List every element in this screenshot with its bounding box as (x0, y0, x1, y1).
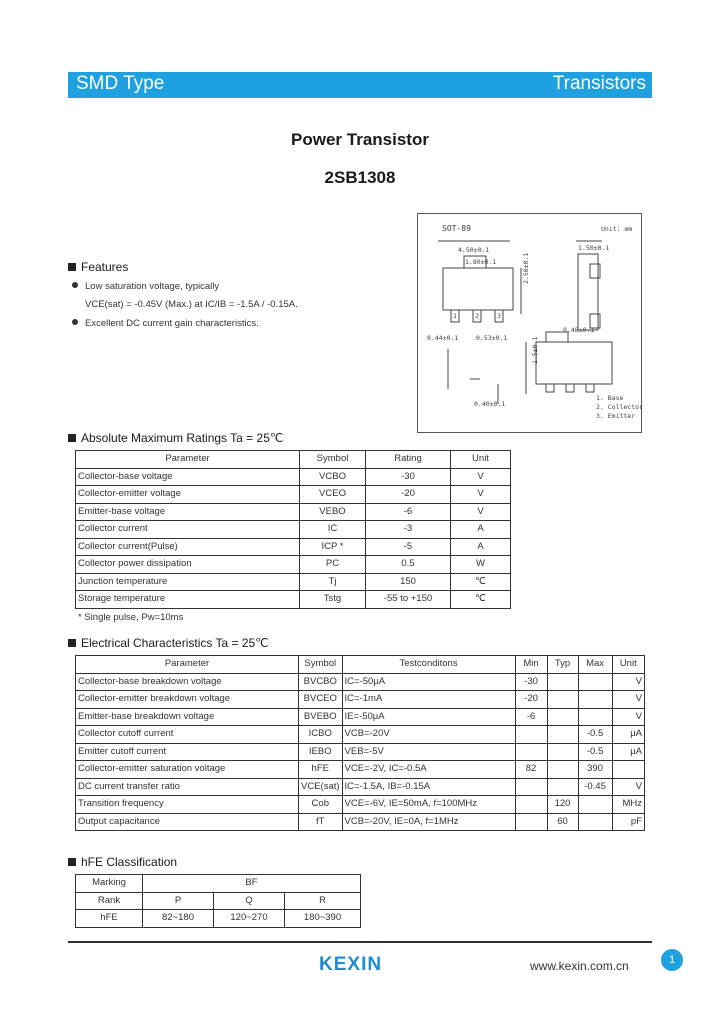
table-row (76, 573, 511, 591)
table-cell: ICBO (299, 726, 343, 744)
table-cell (547, 761, 578, 779)
table-row (76, 486, 511, 504)
table-cell: VCE=-2V, IC=-0.5A (342, 761, 515, 779)
table-row (76, 691, 645, 709)
column-header: Parameter (76, 656, 299, 674)
footer-url[interactable]: www.kexin.com.cn (530, 959, 629, 973)
table-cell: Collector-base breakdown voltage (76, 673, 299, 691)
kexin-logo: KEXIN (319, 954, 383, 975)
table-cell: Junction temperature (76, 573, 300, 591)
table-cell: DC current transfer ratio (76, 778, 299, 796)
feature-item (72, 281, 219, 292)
table-header-row (76, 656, 645, 674)
table-cell: Collector-emitter voltage (76, 486, 300, 504)
table-cell: V (612, 708, 644, 726)
table-cell (547, 726, 578, 744)
table-cell: VEB=-5V (342, 743, 515, 761)
table-cell: Output capacitance (76, 813, 299, 831)
column-header: Symbol (300, 451, 366, 469)
header-banner (68, 72, 652, 98)
square-bullet-icon (68, 434, 76, 442)
table-cell: -3 (366, 521, 451, 539)
table-cell: pF (612, 813, 644, 831)
table-cell: VCE(sat) (299, 778, 343, 796)
table-row (76, 910, 361, 928)
table-cell (547, 691, 578, 709)
table-cell: VCB=-20V (342, 726, 515, 744)
footer-divider (68, 941, 652, 943)
dim-label: 1.50±0.1 (578, 244, 610, 252)
table-cell: ICP * (300, 538, 366, 556)
pin-legend: 1. Base (596, 394, 624, 402)
abs-max-table (75, 450, 511, 609)
table-cell: P (143, 892, 214, 910)
table-cell: Rank (76, 892, 143, 910)
pin-legend: 2. Collector (596, 403, 643, 411)
feature-item: VCE(sat) = -0.45V (Max.) at IC/IB = -1.5A / -0.15A. (85, 299, 298, 310)
table-cell: 180~390 (285, 910, 361, 928)
table-row (76, 591, 511, 609)
table-cell: -20 (366, 486, 451, 504)
table-cell: -6 (366, 503, 451, 521)
table-row (76, 538, 511, 556)
table-cell (515, 796, 547, 814)
hfe-heading (68, 855, 177, 869)
table-row (76, 892, 361, 910)
footnote: * Single pulse, Pw=10ms (78, 612, 184, 623)
table-cell: ℃ (451, 591, 511, 609)
elec-table (75, 655, 645, 831)
table-cell: V (612, 691, 644, 709)
column-header: Testconditons (342, 656, 515, 674)
table-row (76, 778, 645, 796)
header-right-text: Transistors (552, 73, 646, 94)
table-cell: fT (299, 813, 343, 831)
part-number: 2SB1308 (324, 168, 396, 187)
dim-label: 4.50±0.1 (458, 246, 490, 254)
table-cell: 0.5 (366, 556, 451, 574)
table-cell (578, 673, 612, 691)
table-cell: IC (300, 521, 366, 539)
elec-heading-text: Electrical Characteristics Ta = 25℃ (81, 636, 269, 650)
dim-label: 0.44±0.1 (427, 334, 459, 342)
table-cell (578, 813, 612, 831)
table-cell: μA (612, 743, 644, 761)
column-header: Parameter (76, 451, 300, 469)
package-unit: Unit: mm (601, 225, 633, 233)
hfe-table (75, 874, 361, 928)
table-cell: -20 (515, 691, 547, 709)
square-bullet-icon (68, 639, 76, 647)
table-cell: 82 (515, 761, 547, 779)
bullet-icon (72, 282, 78, 288)
table-cell: -0.5 (578, 726, 612, 744)
table-cell: hFE (299, 761, 343, 779)
table-cell: Transition frequency (76, 796, 299, 814)
table-cell (547, 743, 578, 761)
table-cell: μA (612, 726, 644, 744)
package-drawing (417, 213, 642, 433)
pin-label: 2 (475, 312, 479, 320)
dim-label: 1.5±0.1 (531, 336, 539, 364)
table-cell: 150 (366, 573, 451, 591)
table-cell: 390 (578, 761, 612, 779)
table-cell: Collector current(Pulse) (76, 538, 300, 556)
column-header: Min (515, 656, 547, 674)
column-header: Rating (366, 451, 451, 469)
square-bullet-icon (68, 858, 76, 866)
table-cell: IC=-1mA (342, 691, 515, 709)
bullet-icon (72, 319, 78, 325)
table-cell: BF (143, 875, 361, 893)
hfe-heading-text: hFE Classification (81, 855, 178, 869)
dim-label: 0.40±0.1 (474, 400, 506, 408)
table-cell: Emitter cutoff current (76, 743, 299, 761)
table-cell: 82~180 (143, 910, 214, 928)
table-cell: VCEO (300, 486, 366, 504)
table-cell (547, 778, 578, 796)
table-cell: V (451, 468, 511, 486)
table-cell (515, 813, 547, 831)
table-cell: -5 (366, 538, 451, 556)
table-cell (515, 743, 547, 761)
table-row (76, 521, 511, 539)
table-cell: Collector-emitter saturation voltage (76, 761, 299, 779)
package-name: SOT-89 (442, 224, 471, 233)
table-row (76, 813, 645, 831)
table-cell (547, 708, 578, 726)
table-cell: V (612, 778, 644, 796)
dim-label: 2.50±0.1 (522, 252, 530, 284)
column-header: Max (578, 656, 612, 674)
dim-label: 1.80±0.1 (465, 258, 497, 266)
table-cell: IEBO (299, 743, 343, 761)
table-cell: R (285, 892, 361, 910)
table-row (76, 761, 645, 779)
header-left-text: SMD Type (76, 73, 165, 94)
table-cell: 120 (547, 796, 578, 814)
table-cell: -30 (515, 673, 547, 691)
dim-label: 0.48±0.1 (563, 326, 595, 334)
feature-text: Excellent DC current gain characteristics. (85, 318, 259, 329)
table-cell: Emitter-base breakdown voltage (76, 708, 299, 726)
table-cell: IC=-50μA (342, 673, 515, 691)
table-cell: IE=-50μA (342, 708, 515, 726)
table-cell: 120~270 (214, 910, 285, 928)
table-cell: -0.45 (578, 778, 612, 796)
table-cell: Cob (299, 796, 343, 814)
abs-max-heading (68, 431, 283, 445)
table-cell (612, 761, 644, 779)
table-cell: -0.5 (578, 743, 612, 761)
square-bullet-icon (68, 263, 76, 271)
table-cell: A (451, 538, 511, 556)
table-cell: V (451, 503, 511, 521)
table-row (76, 875, 361, 893)
page-title: Power Transistor (291, 130, 429, 149)
table-cell: BVEBO (299, 708, 343, 726)
table-row (76, 708, 645, 726)
table-cell: VCB=-20V, IE=0A, f=1MHz (342, 813, 515, 831)
table-cell: A (451, 521, 511, 539)
elec-heading (68, 636, 269, 650)
table-cell: MHz (612, 796, 644, 814)
pin-label: 3 (497, 312, 501, 320)
table-row (76, 468, 511, 486)
table-row (76, 503, 511, 521)
table-cell: VEBO (300, 503, 366, 521)
table-cell: Collector cutoff current (76, 726, 299, 744)
table-cell: Emitter-base voltage (76, 503, 300, 521)
table-cell: Marking (76, 875, 143, 893)
table-cell: Storage temperature (76, 591, 300, 609)
features-heading (68, 260, 128, 274)
table-row (76, 726, 645, 744)
table-cell: -55 to +150 (366, 591, 451, 609)
pin-legend: 3. Emitter (596, 412, 636, 420)
table-cell: Collector-emitter breakdown voltage (76, 691, 299, 709)
column-header: Unit (451, 451, 511, 469)
table-row (76, 743, 645, 761)
table-cell: -30 (366, 468, 451, 486)
dim-label: 0.53±0.1 (476, 334, 508, 342)
table-cell (547, 673, 578, 691)
table-cell: -6 (515, 708, 547, 726)
table-cell: V (612, 673, 644, 691)
abs-max-heading-text: Absolute Maximum Ratings Ta = 25℃ (81, 431, 284, 445)
column-header: Typ (547, 656, 578, 674)
table-cell (578, 691, 612, 709)
table-cell: ℃ (451, 573, 511, 591)
table-cell: VCE=-6V, IE=50mA, f=100MHz (342, 796, 515, 814)
table-cell: Collector current (76, 521, 300, 539)
table-row (76, 796, 645, 814)
table-cell (578, 708, 612, 726)
table-cell: BVCBO (299, 673, 343, 691)
table-cell (515, 726, 547, 744)
features-heading-text: Features (81, 260, 129, 274)
table-cell: Collector power dissipation (76, 556, 300, 574)
table-cell: Collector-base voltage (76, 468, 300, 486)
table-cell: V (451, 486, 511, 504)
column-header: Unit (612, 656, 644, 674)
table-row (76, 556, 511, 574)
table-cell: W (451, 556, 511, 574)
table-cell: PC (300, 556, 366, 574)
table-cell: Tj (300, 573, 366, 591)
table-cell: IC=-1.5A, IB=-0.15A (342, 778, 515, 796)
table-cell: Q (214, 892, 285, 910)
table-header-row (76, 451, 511, 469)
page-number-badge: 1 (661, 949, 683, 971)
table-row (76, 673, 645, 691)
feature-item (72, 318, 259, 329)
column-header: Symbol (299, 656, 343, 674)
table-cell: hFE (76, 910, 143, 928)
table-cell: 60 (547, 813, 578, 831)
table-cell: BVCEO (299, 691, 343, 709)
table-cell: VCBO (300, 468, 366, 486)
table-cell: Tstg (300, 591, 366, 609)
pin-label: 1 (453, 312, 457, 320)
table-cell (578, 796, 612, 814)
table-cell (515, 778, 547, 796)
feature-text: Low saturation voltage, typically (85, 281, 220, 292)
